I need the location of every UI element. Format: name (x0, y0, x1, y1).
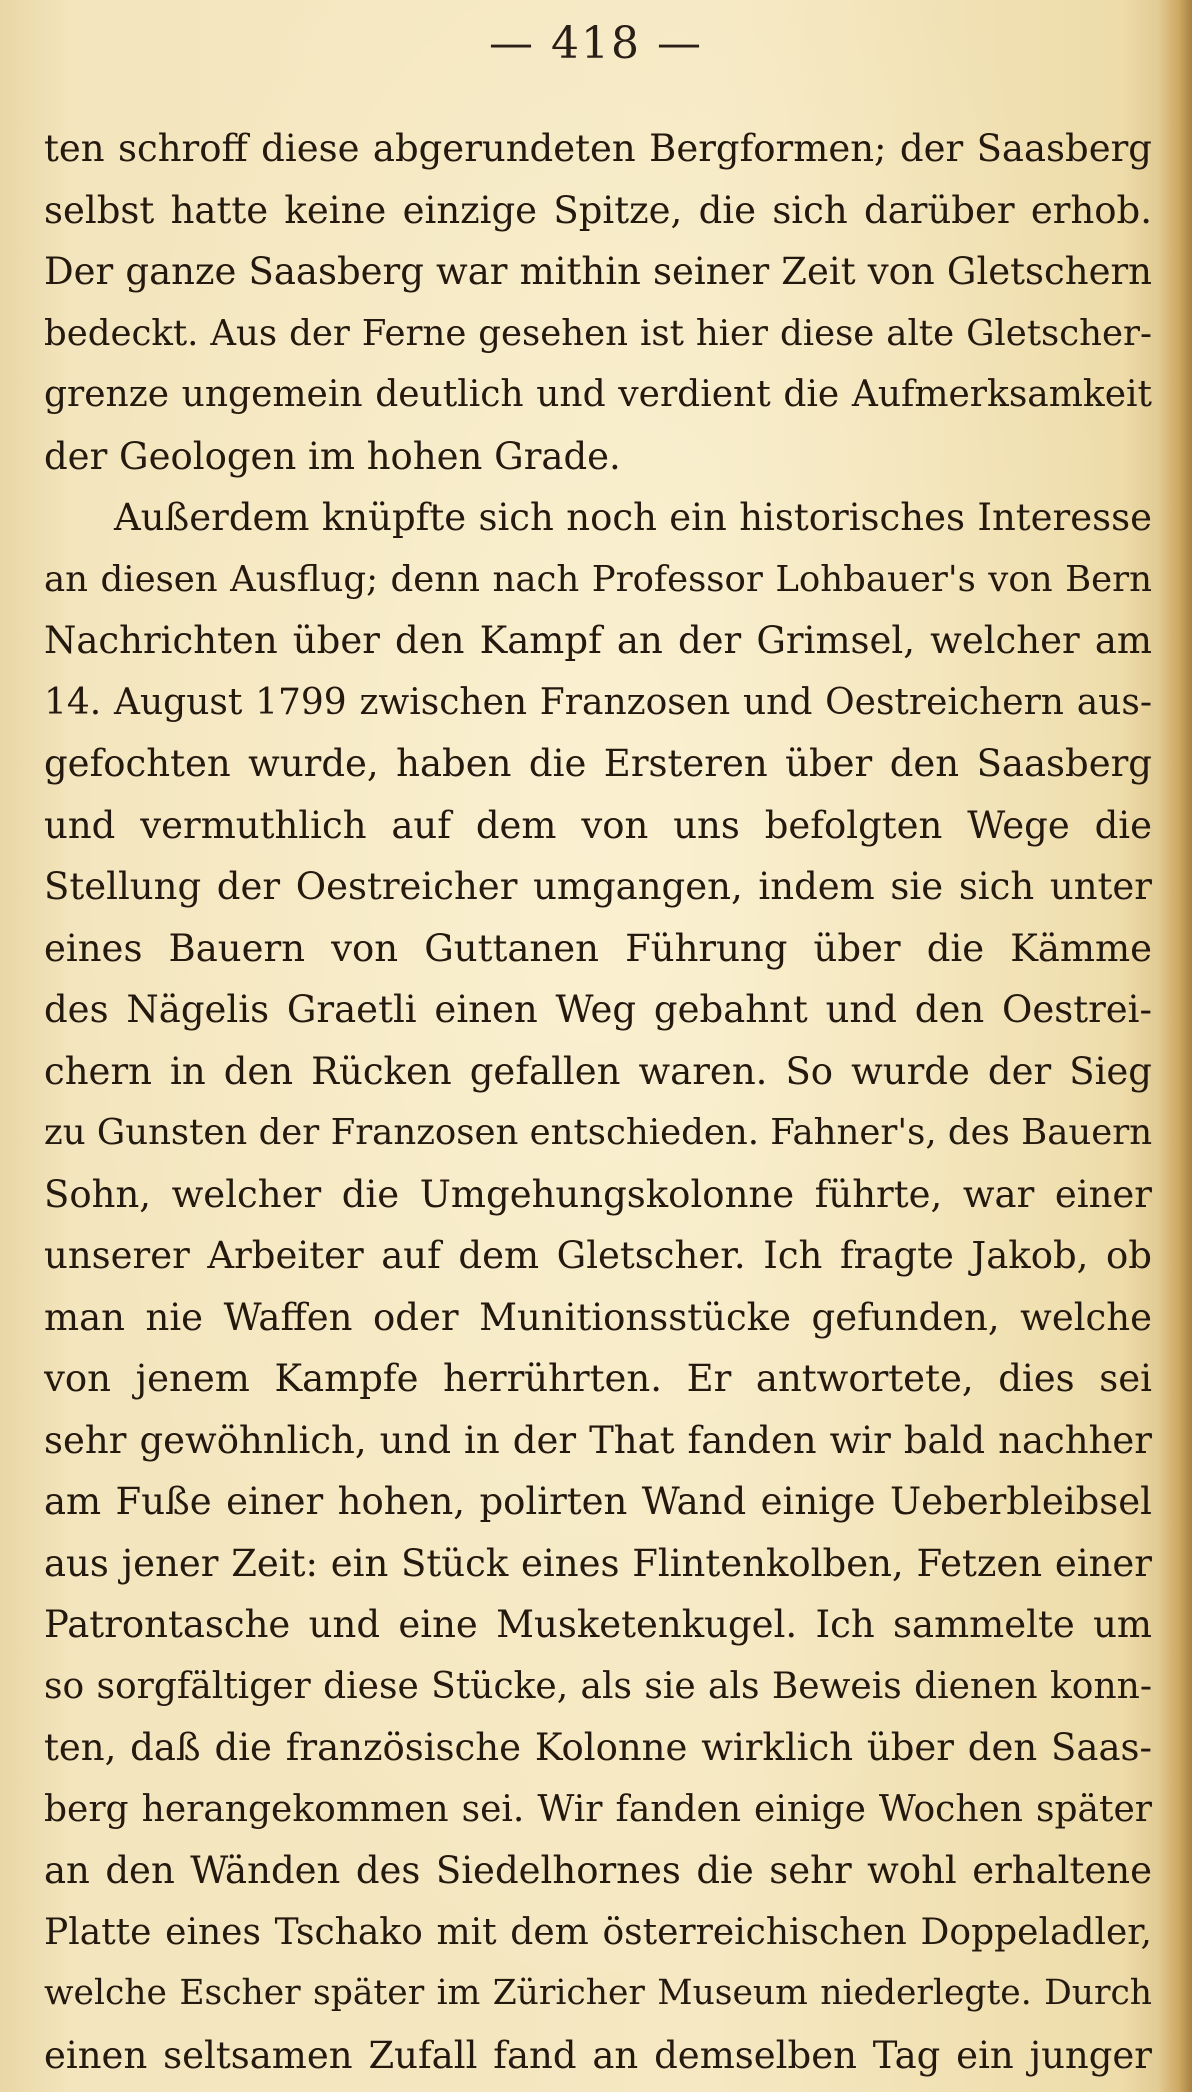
text-line: an diesen Ausflug; denn nach Professor Lohbauer's von Bern (44, 558, 1152, 600)
text-line: der Geologen im hohen Grade. (44, 434, 621, 478)
text-line: bedeckt. Aus der Ferne gesehen ist hier diese alte Gletscher- (44, 312, 1152, 354)
text-line: grenze ungemein deutlich und verdient die Aufmerksamkeit (44, 374, 1152, 415)
text-line: ten, daß die französische Kolonne wirklich über den Saas- (44, 1726, 1152, 1769)
text-line: sehr gewöhnlich, und in der That fanden wir bald nachher (44, 1418, 1152, 1462)
text-line: so sorgfältiger diese Stücke, als sie als Beweis dienen konn- (44, 1665, 1152, 1707)
text-line: Nachrichten über den Kampf an der Grimsel, welcher am (44, 619, 1152, 662)
text-line: Patrontasche und eine Musketenkugel. Ich sammelte um (44, 1603, 1152, 1646)
text-line: 14. August 1799 zwischen Franzosen und Oestreichern aus- (44, 681, 1152, 723)
text-line: Der ganze Saasberg war mithin seiner Zeit von Gletschern (44, 250, 1152, 293)
text-line: aus jener Zeit: ein Stück eines Flintenkolben, Fetzen einer (44, 1541, 1152, 1585)
text-line: an den Wänden des Siedelhornes die sehr wohl erhaltene (44, 1849, 1152, 1892)
text-line: des Nägelis Graetli einen Weg gebahnt und den Oestrei- (44, 988, 1152, 1031)
text-line: Stellung der Oestreicher umgangen, indem sie sich unter (44, 865, 1152, 908)
text-line: ten schroff diese abgerundeten Bergformen; der Saasberg (44, 127, 1152, 170)
text-line: Sohn, welcher die Umgehungskolonne führte, war einer (44, 1172, 1152, 1216)
text-line: Außerdem knüpfte sich noch ein historisches Interesse (114, 496, 1152, 539)
text-line: chern in den Rücken gefallen waren. So wurde der Sieg (44, 1049, 1152, 1093)
body-text (44, 118, 1152, 2086)
text-line: einen seltsamen Zufall fand an demselben Tag ein junger (44, 2033, 1152, 2077)
text-line: welche Escher später im Züricher Museum niederlegte. Durch (44, 1973, 1152, 2013)
page-edge-shadow (1158, 0, 1192, 2092)
text-line: berg herangekommen sei. Wir fanden einige Wochen später (44, 1788, 1152, 1830)
text-line: man nie Waffen oder Munitionsstücke gefunden, welche (44, 1295, 1152, 1339)
text-line: zu Gunsten der Franzosen entschieden. Fahner's, des Bauern (44, 1112, 1152, 1153)
text-line: und vermuthlich auf dem von uns befolgten Wege die (44, 803, 1152, 847)
text-line: eines Bauern von Guttanen Führung über die Kämme (44, 926, 1152, 970)
text-line: unserer Arbeiter auf dem Gletscher. Ich fragte Jakob, ob (44, 1234, 1152, 1277)
text-line: selbst hatte keine einzige Spitze, die sich darüber erhob. (44, 188, 1152, 232)
text-line: Platte eines Tschako mit dem österreichischen Doppeladler, (44, 1911, 1152, 1953)
text-line: am Fuße einer hohen, polirten Wand einige Ueberbleibsel (44, 1480, 1152, 1523)
text-line: gefochten wurde, haben die Ersteren über den Saasberg (44, 742, 1152, 785)
text-line: von jenem Kampfe herrührten. Er antwortete, dies sei (44, 1357, 1152, 1400)
page-number: — 418 — (489, 18, 703, 69)
